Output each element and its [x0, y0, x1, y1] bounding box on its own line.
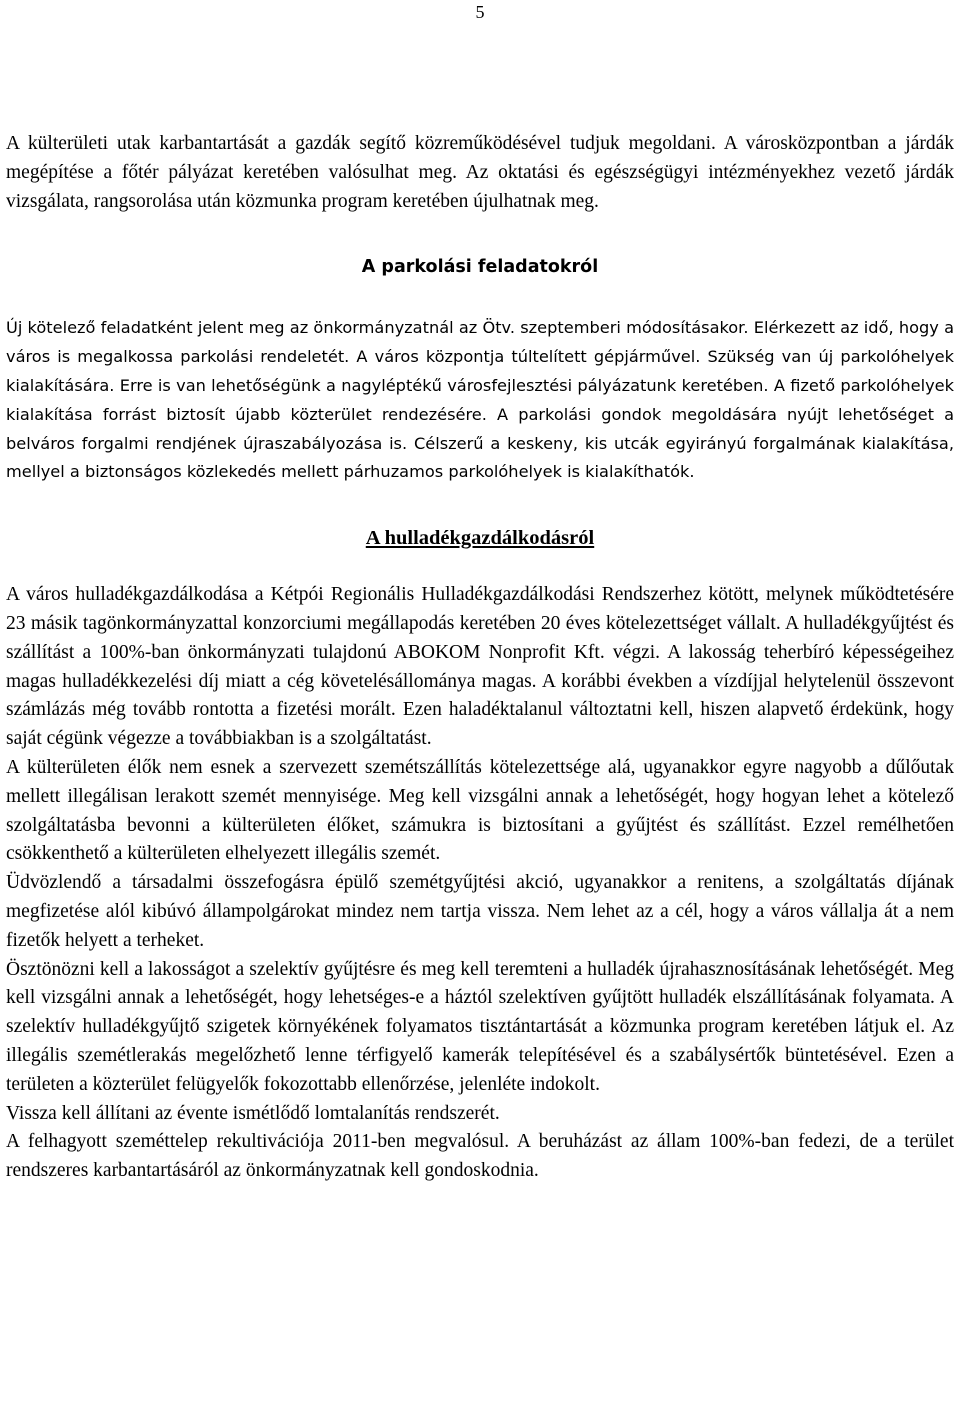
waste-paragraph-6: A felhagyott szeméttelep rekultivációja 2011-ben megvalósul. A beruházást az állam 100%-ban fedezi, de a terület rendszeres karbantartásáról az önkormányzatnak kell gondoskodnia. — [6, 1131, 954, 1182]
parking-heading: A parkolási feladatokról — [361, 257, 599, 278]
waste-paragraph-3: Üdvözlendő a társadalmi összefogásra épülő szemétgyűjtési akció, ugyanakkor a renitens, a szolgáltatás díjának megfizetése alól kibúvó állampolgárokat mindez nem tartja vissza. Nem lehet az a cél, hogy a város vállalja át a nem fizetők helyett a terheket. — [6, 872, 954, 951]
document-body — [6, 130, 954, 1186]
parking-paragraph: Új kötelező feladatként jelent meg az önkormányzatnál az Ötv. szeptemberi módosításakor. Elérkezett az idő, hogy a város is megalkossa parkolási rendeletét. A város központja túltelített gépjárművel. Szükség van új parkolóhelyek kialakítására. Erre is van lehetőségünk a nagyléptékű városfejlesztési pályázatunk keretében. A fizető parkolóhelyek kialakítása forrást biztosít újabb közterület rendezésére. A parkolási gondok megoldására nyújt lehetőséget a belváros forgalmi rendjének újraszabályozása is. Célszerű a keskeny, kis utcák egyirányú forgalmának kialakítása, mellyel a biztonságos közlekedés mellett párhuzamos parkolóhelyek is kialakíthatók. — [6, 318, 954, 482]
waste-paragraph-4: Ösztönözni kell a lakosságot a szelektív gyűjtésre és meg kell teremteni a hulladék újrahasznosításának lehetőségét. Meg kell vizsgálni annak a lehetőségét, hogy lehetséges-e a háztól szelektíven gyűjtött hulladék elszállításának folyamata. A szelektív hulladékgyűjtő szigetek környékének folyamatos tisztántartását a közmunka program keretében látjuk el. Az illegális szemétlerakás megelőzhető lenne térfigyelő kamerák telepítésével és a szabálysértők büntetésével. Ezen a területen a közterület felügyelők fokozottabb ellenőrzése, jelenléte indokolt. — [6, 958, 954, 1095]
waste-paragraph-1: A város hulladékgazdálkodása a Kétpói Regionális Hulladékgazdálkodási Rendszerhez kötött, melynek működtetésére 23 másik tagönkormányzattal konzorciumi megállapodás keretében 20 éves kötelezettséget vállalt. A hulladékgyűjtést és szállítást a 100%-ban önkormányzati tulajdonú ABOKOM Nonprofit Kft. végzi. A lakosság teherbíró képességeihez magas hulladékkezelési díj miatt a cég követelésállománya magas. A korábbi években a vízdíjjal helytelenül összevont számlázás még tovább rontotta a fizetési morált. Ezen haladéktalanul változtatni kell, hiszen alapvető érdekünk, hogy saját cégünk végezze a továbbiakban is a szolgáltatást. — [6, 584, 954, 750]
waste-heading: A hulladékgazdálkodásról — [365, 527, 595, 550]
page-number: 5 — [475, 2, 485, 22]
intro-paragraph: A külterületi utak karbantartását a gazdák segítő közreműködésével tudjuk megoldani. A városközpontban a járdák megépítése a főtér pályázat keretében valósulhat meg. Az oktatási és egészségügyi intézményekhez vezető járdák vizsgálata, rangsorolása után közmunka program keretében újulhatnak meg. — [6, 133, 954, 212]
waste-paragraph-5: Vissza kell állítani az évente ismétlődő lomtalanítás rendszerét. — [6, 1102, 500, 1124]
waste-paragraph-2: A külterületen élők nem esnek a szervezett szemétszállítás kötelezettsége alá, ugyanakkor egyre nagyobb a dűlőutak mellett illegálisan lerakott szemét mennyisége. Meg kell vizsgálni annak a lehetőségét, hogy hogyan lehet a kötelező szolgáltatásba bevonni a külterületen élőket, számukra is biztosítani a gyűjtést és szállítást. Ezzel remélhetően csökkenthető a külterületen elhelyezett illegális szemét. — [6, 756, 954, 865]
